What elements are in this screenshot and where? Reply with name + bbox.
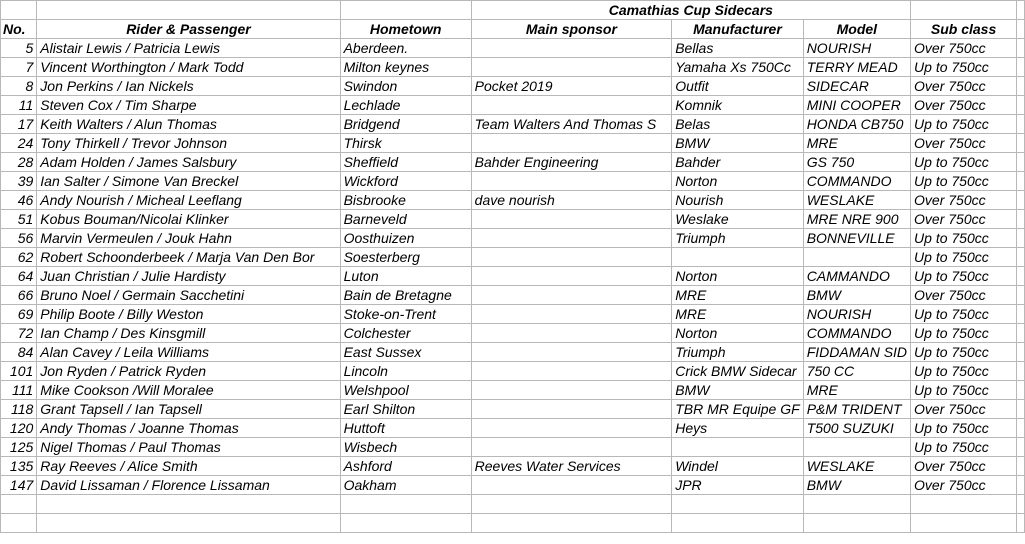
header-model[interactable]: Model <box>803 20 910 39</box>
cell-hometown[interactable]: Swindon <box>340 77 471 96</box>
cell-no[interactable]: 7 <box>1 58 37 77</box>
cell-sponsor[interactable] <box>471 172 672 191</box>
cell-manufacturer[interactable]: Yamaha Xs 750Cc <box>672 58 803 77</box>
cell-hometown[interactable]: East Sussex <box>340 343 471 362</box>
cell-sponsor[interactable] <box>471 514 672 533</box>
cell[interactable] <box>1017 191 1025 210</box>
cell[interactable] <box>1017 248 1025 267</box>
cell[interactable] <box>1017 438 1025 457</box>
cell-hometown[interactable]: Huttoft <box>340 419 471 438</box>
cell-manufacturer[interactable]: Weslake <box>672 210 803 229</box>
cell-hometown[interactable] <box>340 514 471 533</box>
table-row <box>1 419 1025 438</box>
cell-hometown[interactable] <box>340 495 471 514</box>
cell-hometown[interactable]: Luton <box>340 267 471 286</box>
cell-rider[interactable]: Steven Cox / Tim Sharpe <box>37 96 340 115</box>
cell-subclass[interactable]: Over 750cc <box>911 96 1017 115</box>
cell-manufacturer[interactable]: MRE <box>672 286 803 305</box>
cell-subclass[interactable]: Over 750cc <box>911 476 1017 495</box>
sheet-title[interactable]: Camathias Cup Sidecars <box>471 1 910 20</box>
cell-model[interactable]: WESLAKE <box>803 457 910 476</box>
cell-no[interactable]: 147 <box>1 476 37 495</box>
cell[interactable] <box>1017 58 1025 77</box>
cell-no[interactable]: 111 <box>1 381 37 400</box>
cell-manufacturer[interactable]: Komnik <box>672 96 803 115</box>
cell-manufacturer[interactable] <box>672 514 803 533</box>
cell-hometown[interactable]: Ashford <box>340 457 471 476</box>
cell-manufacturer[interactable]: Outfit <box>672 77 803 96</box>
cell-sponsor[interactable] <box>471 58 672 77</box>
cell-model[interactable]: FIDDAMAN SID <box>803 343 910 362</box>
cell[interactable] <box>1017 210 1025 229</box>
cell-manufacturer[interactable]: Bellas <box>672 39 803 58</box>
cell-hometown[interactable]: Colchester <box>340 324 471 343</box>
cell-subclass[interactable]: Up to 750cc <box>911 419 1017 438</box>
table-row <box>1 343 1025 362</box>
cell-no[interactable]: 84 <box>1 343 37 362</box>
cell-subclass[interactable]: Up to 750cc <box>911 153 1017 172</box>
cell-subclass[interactable]: Up to 750cc <box>911 58 1017 77</box>
cell[interactable] <box>1017 362 1025 381</box>
cell-subclass[interactable]: Up to 750cc <box>911 267 1017 286</box>
cell-manufacturer[interactable]: TBR MR Equipe GF <box>672 400 803 419</box>
cell-model[interactable]: COMMANDO <box>803 324 910 343</box>
cell-no[interactable]: 72 <box>1 324 37 343</box>
cell[interactable] <box>1017 514 1025 533</box>
cell[interactable] <box>1017 324 1025 343</box>
cell-sponsor[interactable] <box>471 134 672 153</box>
cell-hometown[interactable]: Aberdeen. <box>340 39 471 58</box>
cell-subclass[interactable]: Over 750cc <box>911 134 1017 153</box>
cell-rider[interactable]: Alistair Lewis / Patricia Lewis <box>37 39 340 58</box>
cell-no[interactable]: 39 <box>1 172 37 191</box>
cell-model[interactable]: MINI COOPER <box>803 96 910 115</box>
cell-no[interactable]: 24 <box>1 134 37 153</box>
cell-no[interactable]: 51 <box>1 210 37 229</box>
cell[interactable] <box>1017 39 1025 58</box>
cell-rider[interactable]: Adam Holden / James Salsbury <box>37 153 340 172</box>
cell-subclass[interactable]: Over 750cc <box>911 457 1017 476</box>
cell-rider[interactable]: Jon Perkins / Ian Nickels <box>37 77 340 96</box>
table-row <box>1 229 1025 248</box>
table-row <box>1 324 1025 343</box>
cell-no[interactable]: 125 <box>1 438 37 457</box>
cell-model[interactable]: GS 750 <box>803 153 910 172</box>
cell-subclass[interactable]: Over 750cc <box>911 210 1017 229</box>
cell[interactable] <box>37 1 340 20</box>
cell-no[interactable]: 5 <box>1 39 37 58</box>
header-hometown[interactable]: Hometown <box>340 20 471 39</box>
cell-manufacturer[interactable]: BMW <box>672 381 803 400</box>
table-row <box>1 153 1025 172</box>
cell-rider[interactable]: David Lissaman / Florence Lissaman <box>37 476 340 495</box>
table-row <box>1 191 1025 210</box>
cell-no[interactable]: 28 <box>1 153 37 172</box>
header-row <box>1 20 1025 39</box>
table-row <box>1 210 1025 229</box>
cell[interactable] <box>1017 286 1025 305</box>
cell-no[interactable]: 56 <box>1 229 37 248</box>
cell[interactable] <box>1017 343 1025 362</box>
cell-model[interactable]: P&M TRIDENT <box>803 400 910 419</box>
cell[interactable] <box>1017 419 1025 438</box>
cell-no[interactable]: 66 <box>1 286 37 305</box>
cell-subclass[interactable]: Up to 750cc <box>911 438 1017 457</box>
cell-manufacturer[interactable] <box>672 248 803 267</box>
cell-model[interactable]: COMMANDO <box>803 172 910 191</box>
header-no[interactable]: No. <box>1 20 37 39</box>
cell-hometown[interactable]: Bridgend <box>340 115 471 134</box>
cell-subclass[interactable] <box>911 495 1017 514</box>
cell[interactable] <box>340 1 471 20</box>
cell-rider[interactable]: Vincent Worthington / Mark Todd <box>37 58 340 77</box>
title-row <box>1 1 1025 20</box>
cell-subclass[interactable] <box>911 514 1017 533</box>
cell-rider[interactable]: Ian Salter / Simone Van Breckel <box>37 172 340 191</box>
cell-no[interactable]: 120 <box>1 419 37 438</box>
cell-manufacturer[interactable]: Triumph <box>672 229 803 248</box>
cell-model[interactable]: 750 CC <box>803 362 910 381</box>
cell-no[interactable]: 69 <box>1 305 37 324</box>
cell-rider[interactable] <box>37 495 340 514</box>
cell-subclass[interactable]: Over 750cc <box>911 39 1017 58</box>
cell-sponsor[interactable] <box>471 343 672 362</box>
cell[interactable] <box>1017 1 1025 20</box>
cell-hometown[interactable]: Earl Shilton <box>340 400 471 419</box>
cell-sponsor[interactable] <box>471 381 672 400</box>
cell-manufacturer[interactable] <box>672 495 803 514</box>
cell-sponsor[interactable] <box>471 39 672 58</box>
table-row <box>1 39 1025 58</box>
cell-rider[interactable]: Jon Ryden / Patrick Ryden <box>37 362 340 381</box>
cell-hometown[interactable]: Lincoln <box>340 362 471 381</box>
cell-model[interactable]: TERRY MEAD <box>803 58 910 77</box>
cell[interactable] <box>1017 20 1025 39</box>
cell-model[interactable]: T500 SUZUKI <box>803 419 910 438</box>
cell-no[interactable]: 101 <box>1 362 37 381</box>
cell-sponsor[interactable]: Reeves Water Services <box>471 457 672 476</box>
cell-subclass[interactable]: Over 750cc <box>911 400 1017 419</box>
cell-model[interactable]: BMW <box>803 476 910 495</box>
cell-hometown[interactable]: Lechlade <box>340 96 471 115</box>
cell-hometown[interactable]: Milton keynes <box>340 58 471 77</box>
cell-sponsor[interactable] <box>471 419 672 438</box>
cell-sponsor[interactable]: Pocket 2019 <box>471 77 672 96</box>
cell-sponsor[interactable] <box>471 229 672 248</box>
cell-hometown[interactable]: Oosthuizen <box>340 229 471 248</box>
cell-subclass[interactable]: Up to 750cc <box>911 229 1017 248</box>
cell-sponsor[interactable] <box>471 286 672 305</box>
cell-hometown[interactable]: Stoke-on-Trent <box>340 305 471 324</box>
cell[interactable] <box>1017 153 1025 172</box>
table-row <box>1 400 1025 419</box>
table-row <box>1 115 1025 134</box>
cell-no[interactable]: 62 <box>1 248 37 267</box>
cell-model[interactable]: BONNEVILLE <box>803 229 910 248</box>
cell-subclass[interactable]: Over 750cc <box>911 77 1017 96</box>
cell-model[interactable] <box>803 514 910 533</box>
cell-no[interactable]: 17 <box>1 115 37 134</box>
cell-sponsor[interactable]: Team Walters And Thomas S <box>471 115 672 134</box>
cell-hometown[interactable]: Wickford <box>340 172 471 191</box>
cell-sponsor[interactable] <box>471 96 672 115</box>
table-row <box>1 305 1025 324</box>
cell[interactable] <box>1017 134 1025 153</box>
cell-manufacturer[interactable]: Windel <box>672 457 803 476</box>
cell-hometown[interactable]: Bisbrooke <box>340 191 471 210</box>
cell-no[interactable] <box>1 514 37 533</box>
cell-rider[interactable]: Kobus Bouman/Nicolai Klinker <box>37 210 340 229</box>
table-row <box>1 362 1025 381</box>
cell-model[interactable]: MRE NRE 900 <box>803 210 910 229</box>
cell-model[interactable]: WESLAKE <box>803 191 910 210</box>
cell[interactable] <box>1017 115 1025 134</box>
table-row <box>1 457 1025 476</box>
cell-rider[interactable]: Robert Schoonderbeek / Marja Van Den Bor <box>37 248 340 267</box>
cell-no[interactable]: 118 <box>1 400 37 419</box>
cell-manufacturer[interactable]: Bahder <box>672 153 803 172</box>
cell-subclass[interactable]: Up to 750cc <box>911 362 1017 381</box>
cell-no[interactable]: 46 <box>1 191 37 210</box>
header-rider[interactable]: Rider & Passenger <box>37 20 340 39</box>
cell-subclass[interactable]: Up to 750cc <box>911 115 1017 134</box>
cell[interactable] <box>1017 229 1025 248</box>
cell-model[interactable]: NOURISH <box>803 305 910 324</box>
table-row <box>1 286 1025 305</box>
cell[interactable] <box>1017 381 1025 400</box>
table-row <box>1 248 1025 267</box>
cell-manufacturer[interactable] <box>672 438 803 457</box>
cell-hometown[interactable]: Sheffield <box>340 153 471 172</box>
cell-manufacturer[interactable]: Norton <box>672 172 803 191</box>
table-row <box>1 267 1025 286</box>
cell[interactable] <box>1017 495 1025 514</box>
cell-hometown[interactable]: Welshpool <box>340 381 471 400</box>
cell-model[interactable]: SIDECAR <box>803 77 910 96</box>
cell-model[interactable]: MRE <box>803 134 910 153</box>
cell-rider[interactable]: Juan Christian / Julie Hardisty <box>37 267 340 286</box>
cell-rider[interactable]: Philip Boote / Billy Weston <box>37 305 340 324</box>
cell-sponsor[interactable] <box>471 267 672 286</box>
cell-sponsor[interactable] <box>471 438 672 457</box>
cell-model[interactable]: HONDA CB750 <box>803 115 910 134</box>
cell-hometown[interactable]: Wisbech <box>340 438 471 457</box>
cell-subclass[interactable]: Over 750cc <box>911 286 1017 305</box>
cell-subclass[interactable]: Up to 750cc <box>911 343 1017 362</box>
cell[interactable] <box>1017 305 1025 324</box>
cell-rider[interactable]: Marvin Vermeulen / Jouk Hahn <box>37 229 340 248</box>
cell-no[interactable]: 135 <box>1 457 37 476</box>
cell-sponsor[interactable]: dave nourish <box>471 191 672 210</box>
cell-no[interactable]: 64 <box>1 267 37 286</box>
cell-subclass[interactable]: Up to 750cc <box>911 305 1017 324</box>
cell[interactable] <box>911 1 1017 20</box>
cell-model[interactable]: BMW <box>803 286 910 305</box>
cell-no[interactable]: 11 <box>1 96 37 115</box>
cell[interactable] <box>1017 400 1025 419</box>
cell[interactable] <box>1 1 37 20</box>
cell-subclass[interactable]: Up to 750cc <box>911 381 1017 400</box>
cell-rider[interactable]: Grant Tapsell / Ian Tapsell <box>37 400 340 419</box>
cell-model[interactable]: CAMMANDO <box>803 267 910 286</box>
cell-hometown[interactable]: Soesterberg <box>340 248 471 267</box>
cell[interactable] <box>1017 457 1025 476</box>
cell-manufacturer[interactable]: Belas <box>672 115 803 134</box>
cell-hometown[interactable]: Thirsk <box>340 134 471 153</box>
cell-model[interactable] <box>803 495 910 514</box>
cell-sponsor[interactable] <box>471 495 672 514</box>
table-row <box>1 381 1025 400</box>
cell-sponsor[interactable] <box>471 476 672 495</box>
cell-rider[interactable]: Mike Cookson /Will Moralee <box>37 381 340 400</box>
cell[interactable] <box>1017 476 1025 495</box>
cell-subclass[interactable]: Up to 750cc <box>911 324 1017 343</box>
cell-manufacturer[interactable]: MRE <box>672 305 803 324</box>
cell-manufacturer[interactable]: Nourish <box>672 191 803 210</box>
cell-sponsor[interactable] <box>471 248 672 267</box>
cell[interactable] <box>1017 77 1025 96</box>
table-row <box>1 495 1025 514</box>
cell-no[interactable]: 8 <box>1 77 37 96</box>
cell[interactable] <box>1017 96 1025 115</box>
cell-rider[interactable] <box>37 514 340 533</box>
cell-rider[interactable]: Ray Reeves / Alice Smith <box>37 457 340 476</box>
cell-model[interactable]: MRE <box>803 381 910 400</box>
cell-rider[interactable]: Tony Thirkell / Trevor Johnson <box>37 134 340 153</box>
cell-manufacturer[interactable]: Norton <box>672 267 803 286</box>
cell-manufacturer[interactable]: Norton <box>672 324 803 343</box>
table-row <box>1 96 1025 115</box>
header-sponsor[interactable]: Main sponsor <box>471 20 672 39</box>
cell-sponsor[interactable]: Bahder Engineering <box>471 153 672 172</box>
table-row <box>1 77 1025 96</box>
cell-model[interactable]: NOURISH <box>803 39 910 58</box>
cell-sponsor[interactable] <box>471 324 672 343</box>
cell-rider[interactable]: Andy Nourish / Micheal Leeflang <box>37 191 340 210</box>
cell-model[interactable] <box>803 438 910 457</box>
cell-sponsor[interactable] <box>471 210 672 229</box>
cell-sponsor[interactable] <box>471 400 672 419</box>
cell-manufacturer[interactable]: JPR <box>672 476 803 495</box>
table-row <box>1 58 1025 77</box>
cell-subclass[interactable]: Over 750cc <box>911 191 1017 210</box>
cell-hometown[interactable]: Oakham <box>340 476 471 495</box>
table-row <box>1 476 1025 495</box>
table-row <box>1 438 1025 457</box>
cell-sponsor[interactable] <box>471 305 672 324</box>
cell-rider[interactable]: Keith Walters / Alun Thomas <box>37 115 340 134</box>
cell[interactable] <box>1017 267 1025 286</box>
cell-hometown[interactable]: Barneveld <box>340 210 471 229</box>
header-subclass[interactable]: Sub class <box>911 20 1017 39</box>
cell-rider[interactable]: Alan Cavey / Leila Williams <box>37 343 340 362</box>
cell-sponsor[interactable] <box>471 362 672 381</box>
cell-subclass[interactable]: Up to 750cc <box>911 248 1017 267</box>
cell-manufacturer[interactable]: Crick BMW Sidecar <box>672 362 803 381</box>
cell-rider[interactable]: Andy Thomas / Joanne Thomas <box>37 419 340 438</box>
cell-model[interactable] <box>803 248 910 267</box>
cell-no[interactable] <box>1 495 37 514</box>
table-row <box>1 514 1025 533</box>
cell-hometown[interactable]: Bain de Bretagne <box>340 286 471 305</box>
cell-rider[interactable]: Bruno Noel / Germain Sacchetini <box>37 286 340 305</box>
header-manufacturer[interactable]: Manufacturer <box>672 20 803 39</box>
cell-subclass[interactable]: Up to 750cc <box>911 172 1017 191</box>
table-row <box>1 134 1025 153</box>
cell-manufacturer[interactable]: Triumph <box>672 343 803 362</box>
cell-rider[interactable]: Nigel Thomas / Paul Thomas <box>37 438 340 457</box>
cell-rider[interactable]: Ian Champ / Des Kinsgmill <box>37 324 340 343</box>
cell-manufacturer[interactable]: Heys <box>672 419 803 438</box>
table-row <box>1 172 1025 191</box>
cell-manufacturer[interactable]: BMW <box>672 134 803 153</box>
cell[interactable] <box>1017 172 1025 191</box>
